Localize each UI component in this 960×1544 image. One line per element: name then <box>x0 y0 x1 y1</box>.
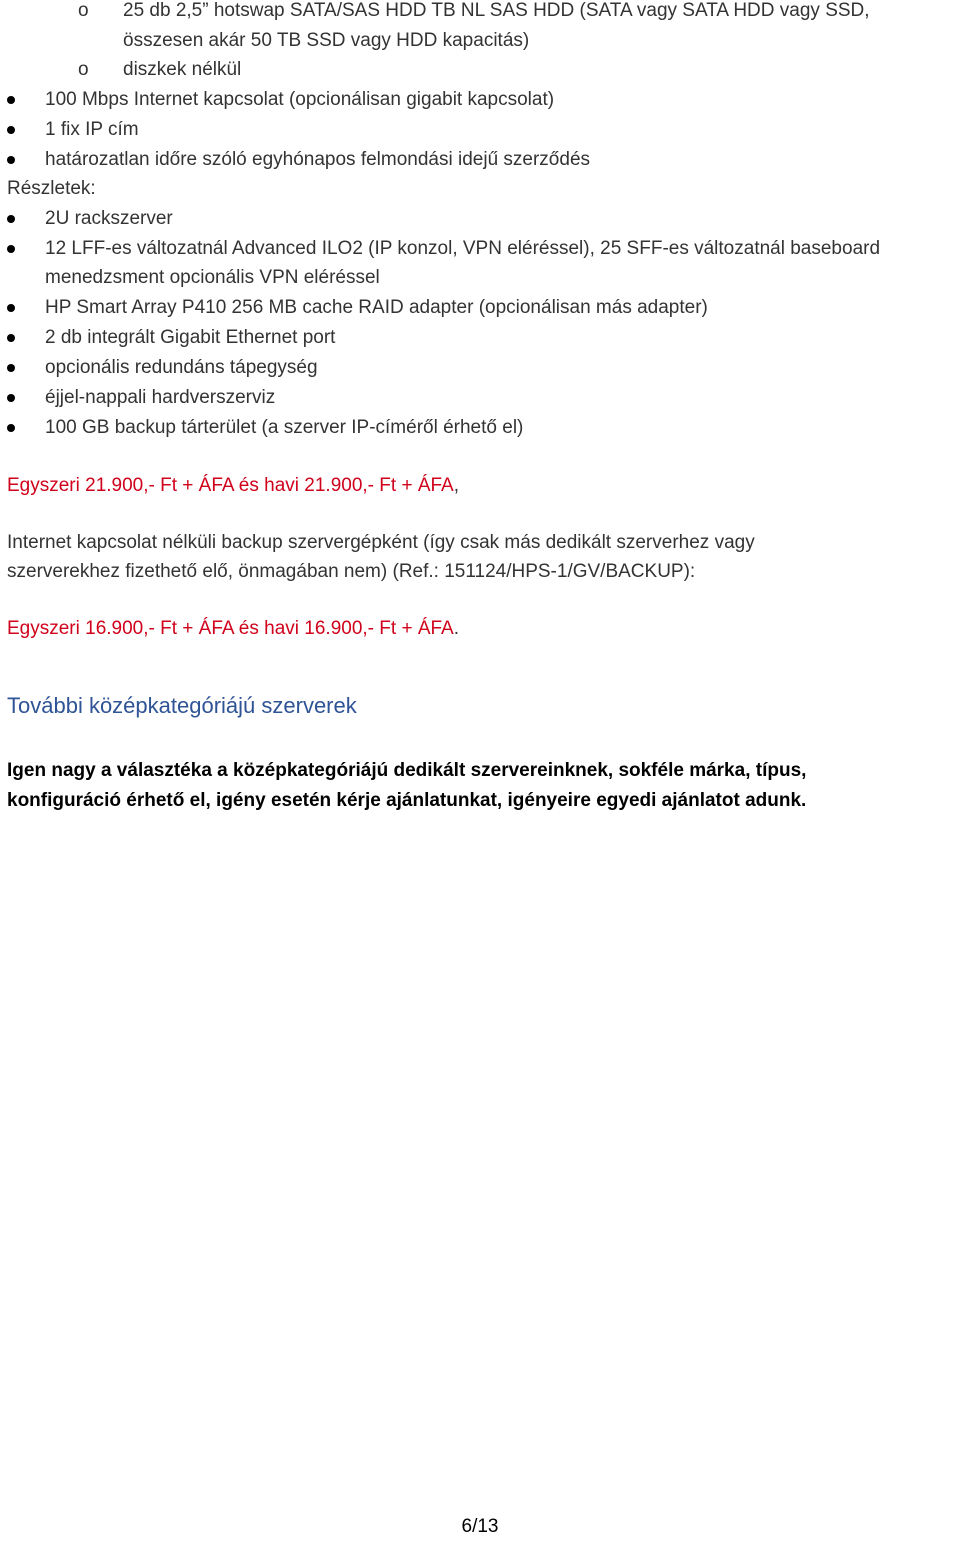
bullet-icon <box>7 245 15 253</box>
bullet-icon <box>7 394 15 402</box>
bullet-icon <box>7 304 15 312</box>
sub-bullet-marker: o <box>78 59 89 80</box>
price-offer-1 <box>7 471 459 501</box>
page-number: 6/13 <box>461 1516 499 1537</box>
closing-paragraph-line: Igen nagy a választéka a középkategóriájú dedikált szervereinknek, sokféle márka, típus, <box>7 760 807 781</box>
sub-list-item-text: diszkek nélkül <box>123 59 242 80</box>
price-suffix: , <box>453 475 460 496</box>
closing-paragraph-line: konfiguráció érhető el, igény esetén kérje ajánlatunkat, igényeire egyedi ajánlatot adunk. <box>7 790 807 811</box>
bullet-text: HP Smart Array P410 256 MB cache RAID adapter (opcionálisan más adapter) <box>45 297 708 318</box>
section-heading: További középkategóriájú szerverek <box>7 693 357 718</box>
bullet-icon <box>7 156 15 164</box>
bullet-icon <box>7 126 15 134</box>
bullet-text: 1 fix IP cím <box>45 119 139 140</box>
bullet-text: opcionális redundáns tápegység <box>45 357 318 378</box>
paragraph-text: szerverekhez fizethető elő, önmagában nem) (Ref.: 151124/HPS-1/GV/BACKUP): <box>7 561 696 582</box>
bullet-text: határozatlan időre szóló egyhónapos felmondási idejű szerződés <box>45 149 591 170</box>
bullet-text: menedzsment opcionális VPN eléréssel <box>45 267 380 288</box>
bullet-icon <box>7 334 15 342</box>
sub-bullet-marker: o <box>78 0 89 21</box>
bullet-icon <box>7 215 15 223</box>
bullet-text: 100 GB backup tárterület (a szerver IP-címéről érhető el) <box>45 417 524 438</box>
price-text: Egyszeri 16.900,- Ft + ÁFA és havi 16.900,- Ft + ÁFA <box>7 618 454 639</box>
bullet-icon <box>7 424 15 432</box>
bullet-icon <box>7 96 15 104</box>
bullet-text: 2U rackszerver <box>45 208 173 229</box>
sub-list-item-text: összesen akár 50 TB SSD vagy HDD kapacitás) <box>123 30 530 51</box>
price-text: Egyszeri 21.900,- Ft + ÁFA és havi 21.900,- Ft + ÁFA <box>7 475 454 496</box>
bullet-text: 100 Mbps Internet kapcsolat (opcionálisan gigabit kapcsolat) <box>45 89 555 110</box>
details-label-text: Részletek: <box>7 178 96 199</box>
sub-list-item-text: 25 db 2,5” hotswap SATA/SAS HDD TB NL SAS HDD (SATA vagy SATA HDD vagy SSD, <box>123 0 870 21</box>
bullet-text: éjjel-nappali hardverszerviz <box>45 387 276 408</box>
price-suffix: . <box>453 618 460 639</box>
price-offer-2 <box>7 614 459 644</box>
bullet-text: 12 LFF-es változatnál Advanced ILO2 (IP konzol, VPN eléréssel), 25 SFF-es változatnál baseboard <box>45 238 881 259</box>
bullet-text: 2 db integrált Gigabit Ethernet port <box>45 327 336 348</box>
bullet-icon <box>7 364 15 372</box>
paragraph-text: Internet kapcsolat nélküli backup szervergépként (így csak más dedikált szerverhez vagy <box>7 532 755 553</box>
